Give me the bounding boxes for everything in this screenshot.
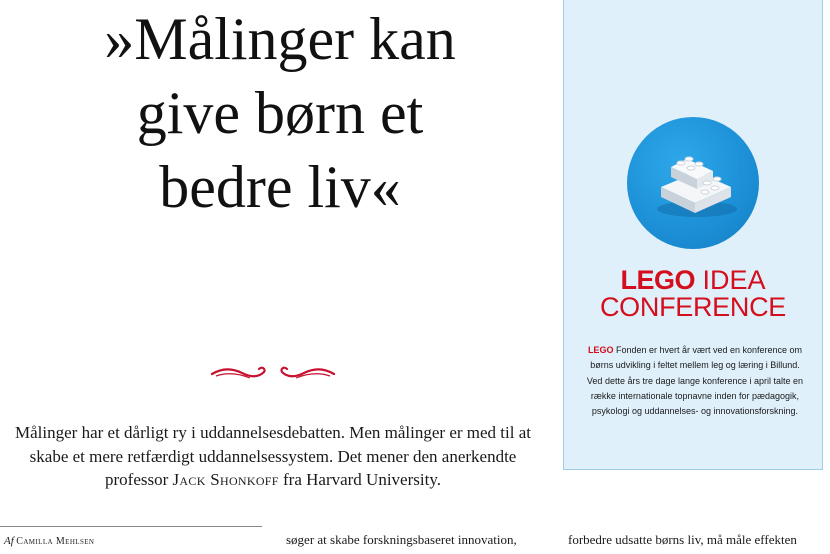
column-text: søger at skabe forskningsbaseret innovation,: [286, 532, 517, 547]
column-text: forbedre udsatte børns liv, må måle effekten: [568, 532, 797, 547]
body-column-3: [568, 531, 830, 549]
lego-brick-icon: [627, 117, 759, 249]
byline-author: Camilla Mehlsen: [16, 536, 95, 547]
brand-conference: CONFERENCE: [599, 292, 786, 322]
sidebar-text-brand: LEGO: [587, 345, 614, 355]
headline-line: give børn et: [136, 80, 424, 146]
lead-text-end: fra Harvard University.: [278, 470, 441, 489]
headline-line: bedre liv«: [159, 154, 401, 220]
professor-name: Jack Shonkoff: [172, 470, 279, 489]
sidebar-box: [563, 0, 823, 470]
byline: [4, 535, 94, 547]
lego-brick-illustration: [627, 117, 759, 249]
headline-line: »Målinger kan: [104, 6, 456, 72]
brand-idea: IDEA: [694, 265, 766, 295]
sidebar-text: [586, 343, 804, 419]
byline-rule: [0, 526, 262, 527]
lego-idea-conference-title: [564, 267, 822, 321]
headline: [20, 2, 540, 224]
brand-lego: LEGO: [620, 265, 695, 295]
byline-prefix: Af: [4, 535, 14, 547]
flourish-ornament: [210, 360, 336, 386]
body-column-2: [286, 531, 546, 549]
sidebar-text-body: Fonden er hvert år vært ved en konference om børns udvikling i feltet mellem leg og læring i Billund. Ved dette års tre dage lange konference i april talte en række internationale topnavne inden for pædagogik, psykologi og uddannelses- og innovationsforskning.: [586, 345, 804, 417]
lead-paragraph: [8, 421, 538, 492]
lead-text: Målinger har et dårligt ry i uddannelsesdebatten. Men målinger er med til at skabe et mere retfærdigt uddannelsessystem. Det mener den anerkendte professor: [15, 423, 531, 489]
